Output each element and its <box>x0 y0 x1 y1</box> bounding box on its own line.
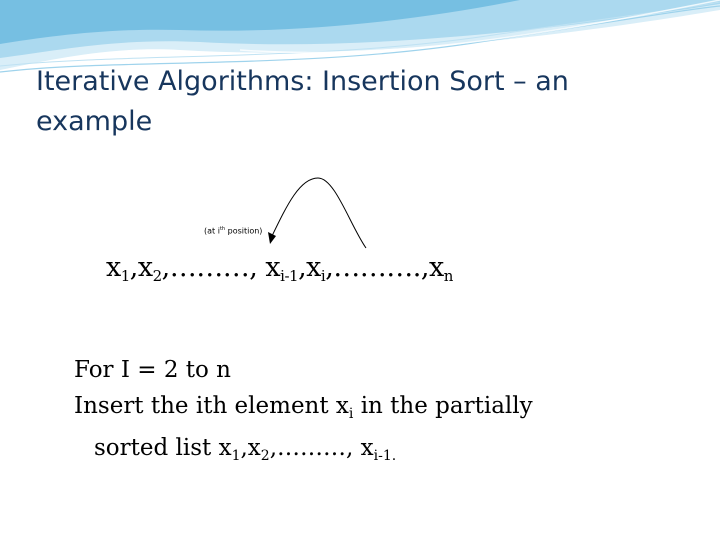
algorithm-body <box>74 352 694 472</box>
body-line-insert: Insert the ith element $x_i$ in the partially <box>74 393 533 422</box>
body-line-sorted-list: sorted list $x_1,x_2,\dots\dots\dots$, $x_{i-1.}$ <box>94 435 397 464</box>
sequence-expression: $x_1,x_2,\dots\dots\dots$, $x_{i-1},x_i,\dots\dots\dots.,x_n$ <box>106 252 453 285</box>
arrowhead-icon <box>268 232 276 244</box>
position-annotation: (at $i^{th}$ position) <box>204 226 263 236</box>
body-line-loop: For I = 2 to n <box>74 357 231 383</box>
slide-title: Iterative Algorithms: Insertion Sort – an example <box>36 66 569 137</box>
